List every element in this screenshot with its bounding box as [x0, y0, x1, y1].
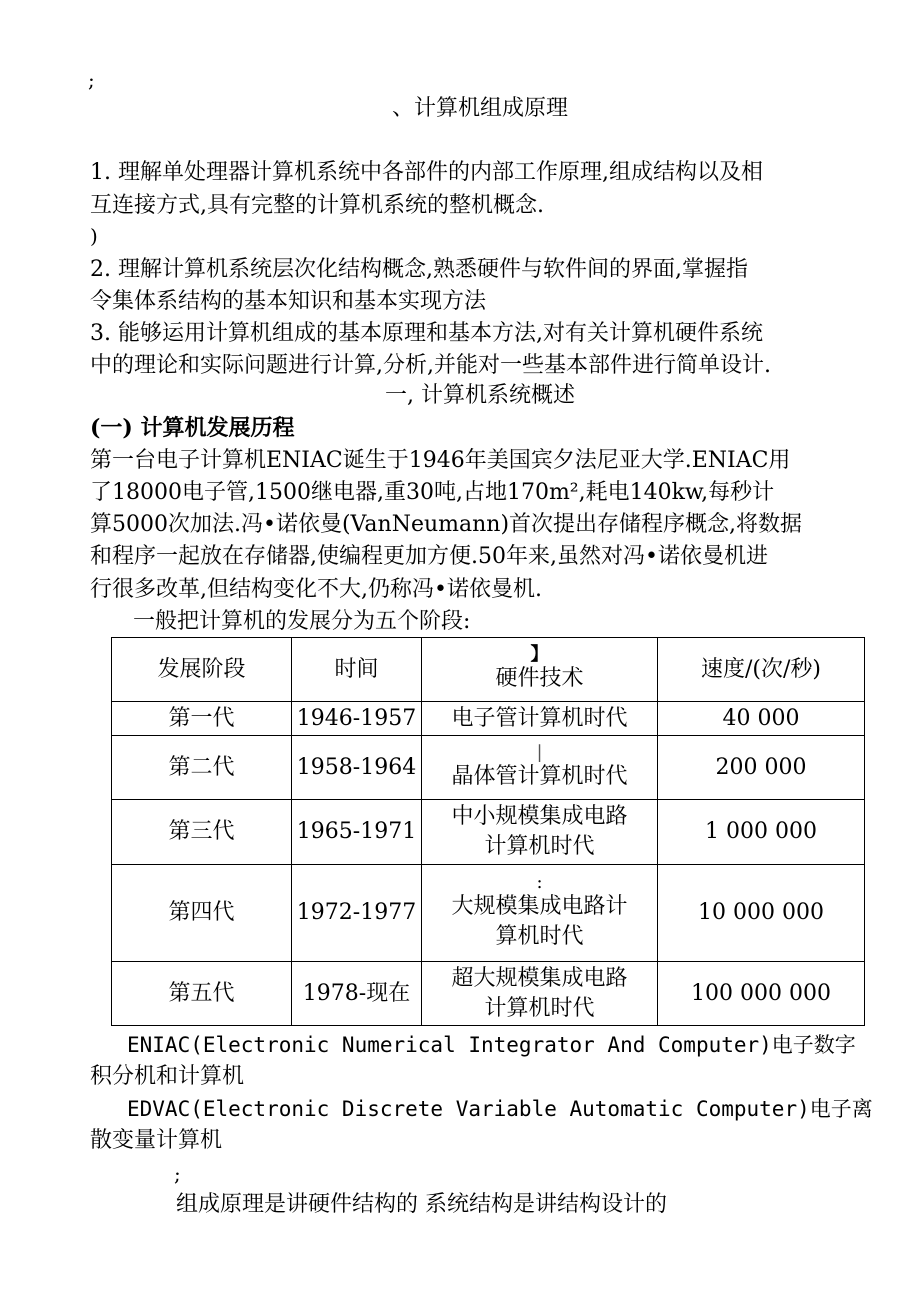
cell-hardware-label: 大规模集成电路计 算机时代 [451, 894, 628, 949]
cell-time: 1978-现在 [292, 962, 422, 1026]
cell-speed: 200 000 [658, 736, 865, 800]
table-row [112, 800, 865, 865]
history-line-5: 行很多改革,但结构变化不大,仍称冯•诺依曼机. [90, 577, 542, 602]
table-intro: 一般把计算机的发展分为五个阶段: [133, 609, 471, 634]
cell-hardware: 超大规模集成电路 计算机时代 [422, 962, 658, 1026]
header-stage: 发展阶段 [112, 638, 292, 702]
cell-speed: 40 000 [658, 702, 865, 736]
cell-hardware: 中小规模集成电路 计算机时代 [422, 800, 658, 865]
objective-3-line-2: 中的理论和实际问题进行计算,分析,并能对一些基本部件进行简单设计. [90, 353, 771, 378]
cell-stage: 第四代 [112, 865, 292, 962]
header-hardware [422, 638, 658, 702]
page-title: 、计算机组成原理 [391, 96, 568, 121]
cell-speed: 100 000 000 [658, 962, 865, 1026]
history-line-1: 第一台电子计算机ENIAC诞生于1946年美国宾夕法尼亚大学.ENIAC用 [90, 448, 791, 473]
table-row [112, 865, 865, 962]
cell-speed: 10 000 000 [658, 865, 865, 962]
objective-1-line-1: 1. 理解单处理器计算机系统中各部件的内部工作原理,组成结构以及相 [90, 160, 763, 185]
header-speed: 速度/(次/秒) [658, 638, 865, 702]
cell-hardware [422, 865, 658, 962]
header-hardware-label: 硬件技术 [495, 665, 584, 691]
cell-time: 1946-1957 [292, 702, 422, 736]
cell-hardware-label: 晶体管计算机时代 [451, 763, 628, 789]
history-line-3: 算5000次加法.冯•诺依曼(VanNeumann)首次提出存储程序概念,将数据 [90, 512, 803, 537]
table-row [112, 702, 865, 736]
subsection-heading: (一) 计算机发展历程 [90, 415, 295, 441]
header-time: 时间 [292, 638, 422, 702]
table-row [112, 736, 865, 800]
history-line-4: 和程序一起放在存储器,使编程更加方便.50年来,虽然对冯•诺依曼机进 [90, 544, 768, 569]
stray-semicolon-top: ; [88, 68, 95, 92]
history-line-2: 了18000电子管,1500继电器,重30吨,占地170m²,耗电140kw,每秒计 [90, 480, 775, 505]
stray-close-paren: ) [90, 224, 98, 248]
cell-hardware [422, 736, 658, 800]
cell-stage: 第五代 [112, 962, 292, 1026]
objective-2-line-1: 2. 理解计算机系统层次化结构概念,熟悉硬件与软件间的界面,掌握指 [90, 257, 748, 282]
cell-hardware-mark: : [536, 872, 543, 893]
cell-hardware-mark: | [536, 741, 543, 763]
cell-speed: 1 000 000 [658, 800, 865, 865]
cell-time: 1958-1964 [292, 736, 422, 800]
cell-stage: 第二代 [112, 736, 292, 800]
section-heading: 一, 计算机系统概述 [385, 383, 575, 408]
term-eniac-line-2: 积分机和计算机 [90, 1064, 245, 1089]
objective-2-line-2: 令集体系结构的基本知识和基本实现方法 [90, 289, 487, 314]
table-row [112, 962, 865, 1026]
cell-time: 1965-1971 [292, 800, 422, 865]
cell-hardware: 电子管计算机时代 [422, 702, 658, 736]
header-hardware-mark: 】 [530, 643, 549, 665]
cell-time: 1972-1977 [292, 865, 422, 962]
table-header-row [112, 638, 865, 702]
closing-note: 组成原理是讲硬件结构的 系统结构是讲结构设计的 [176, 1192, 667, 1217]
cell-stage: 第一代 [112, 702, 292, 736]
term-edvac-line-1: EDVAC(Electronic Discrete Variable Automatic Computer)电子离 [127, 1097, 873, 1121]
term-edvac-line-2: 散变量计算机 [90, 1128, 223, 1153]
objective-1-line-2: 互连接方式,具有完整的计算机系统的整机概念. [90, 193, 544, 218]
objective-3-line-1: 3. 能够运用计算机组成的基本原理和基本方法,对有关计算机硬件系统 [90, 321, 763, 346]
term-eniac-line-1: ENIAC(Electronic Numerical Integrator And Computer)电子数字 [127, 1033, 856, 1057]
development-stages-table [111, 637, 865, 1026]
cell-stage: 第三代 [112, 800, 292, 865]
stray-semicolon-bottom: ; [174, 1162, 181, 1186]
